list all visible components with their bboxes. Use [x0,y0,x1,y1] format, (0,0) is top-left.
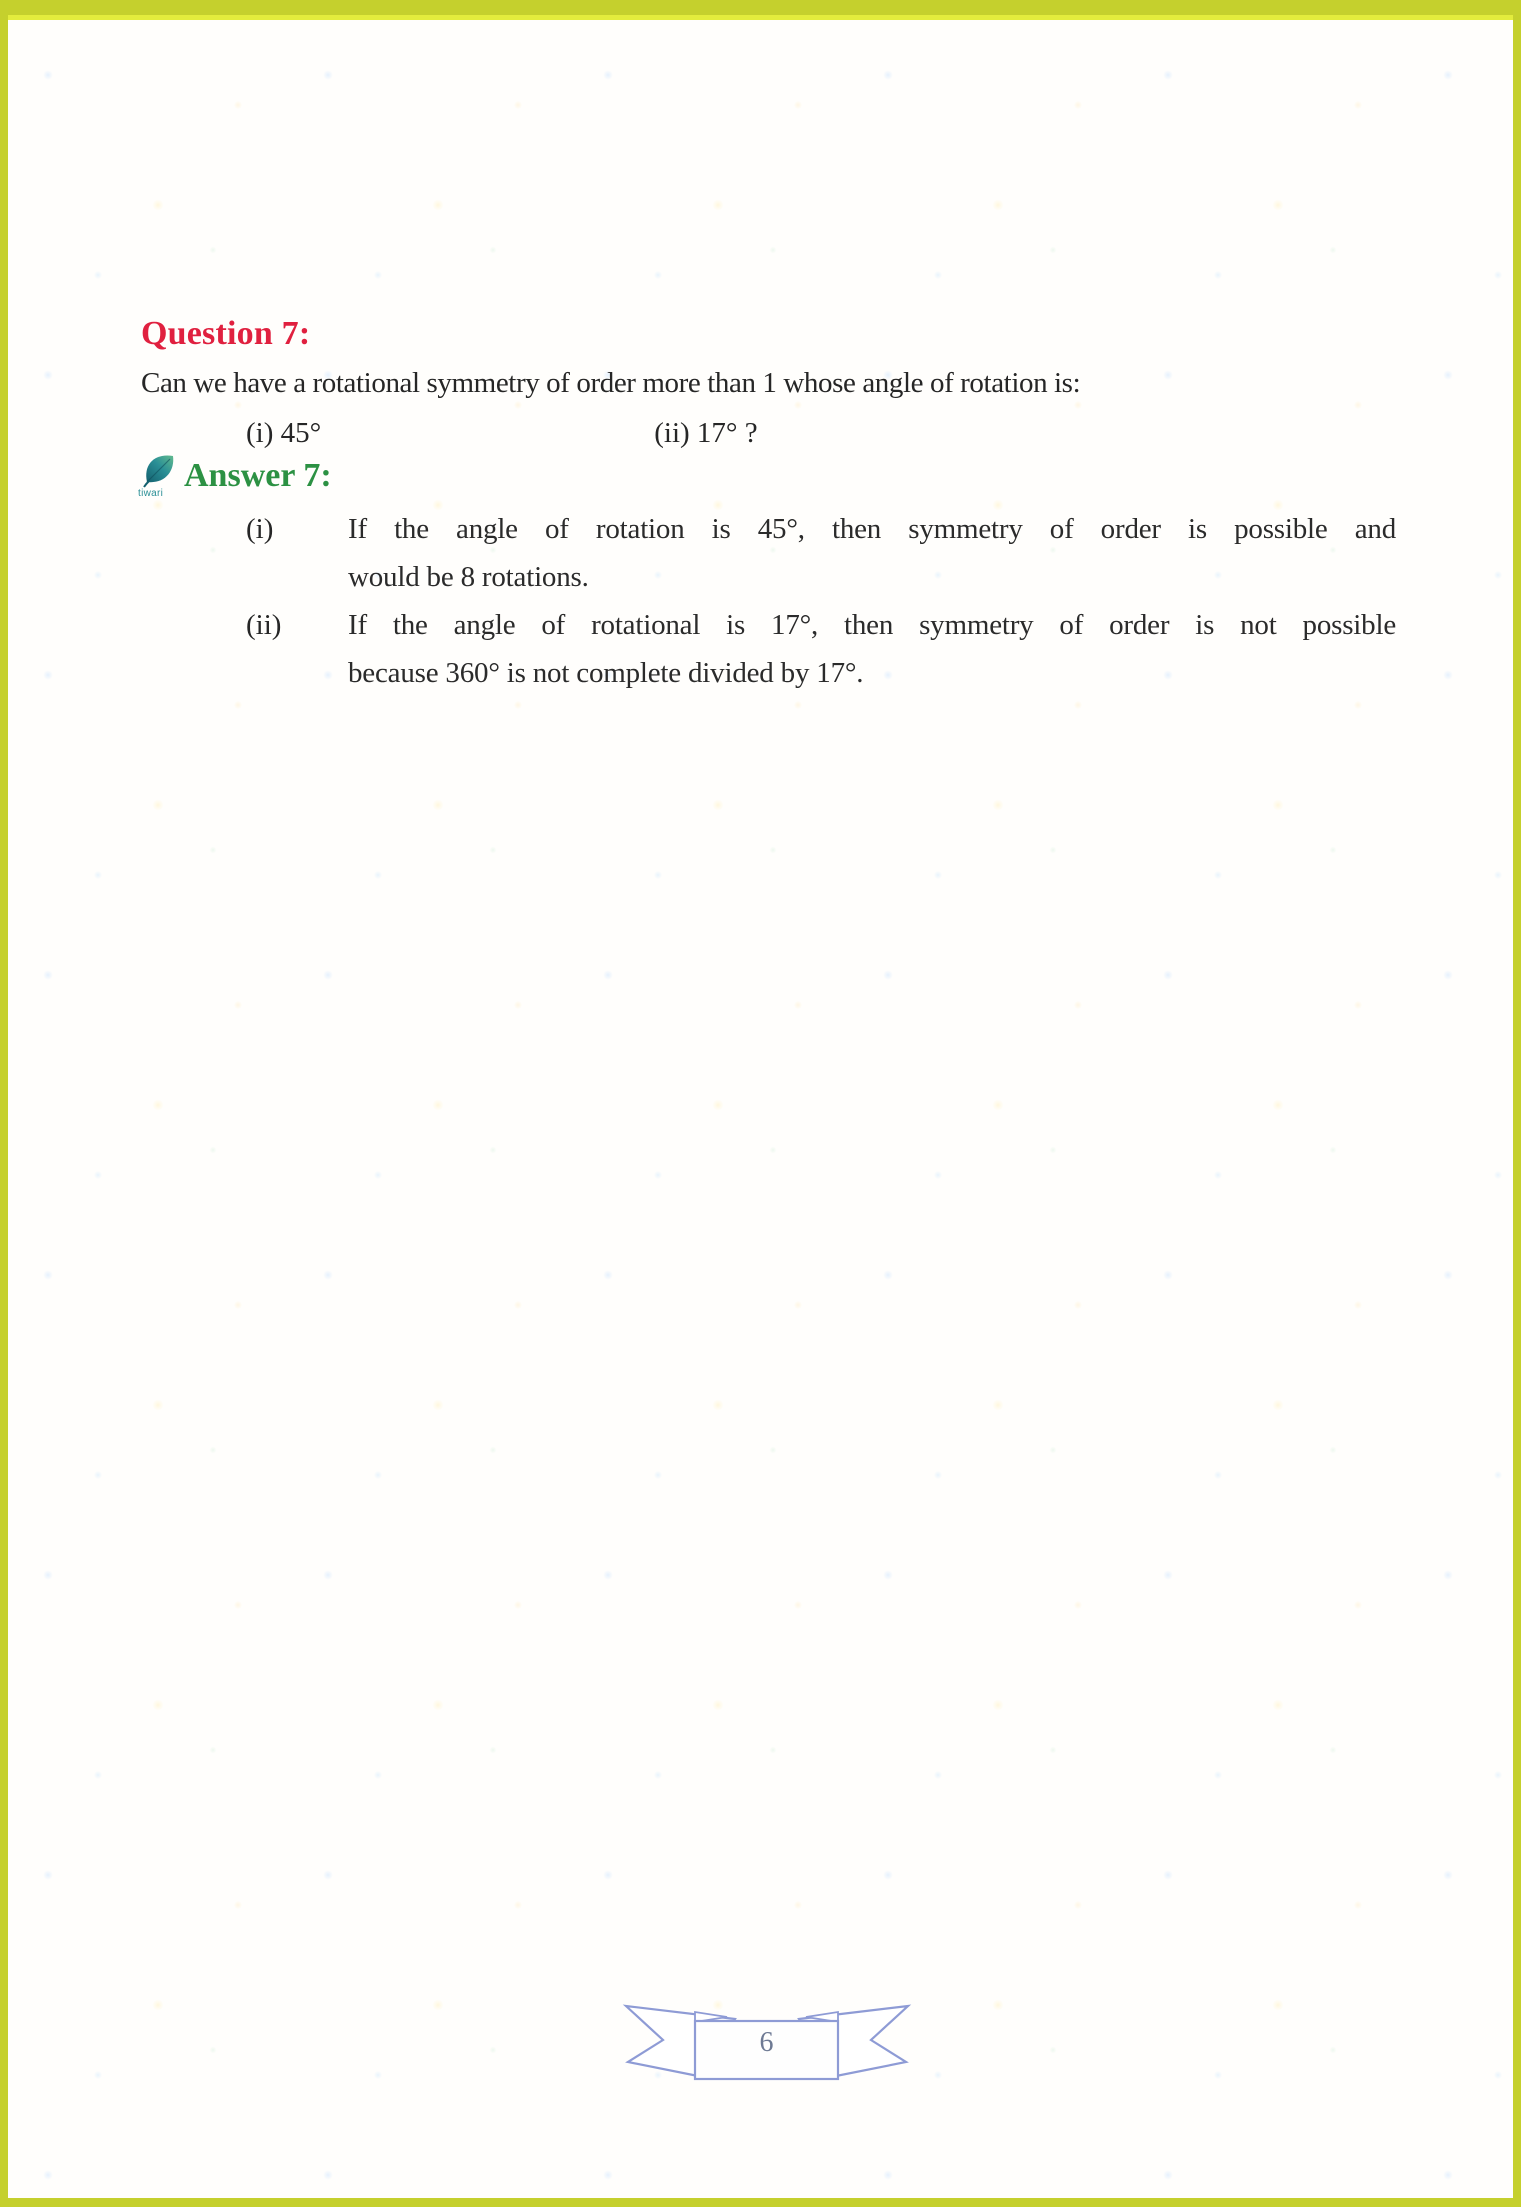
answer-text-line: If the angle of rotational is 17°, then symmetry of order is not possible [348,609,1396,641]
option-ii: (ii) 17° ? [654,417,758,449]
question-text: Can we have a rotational symmetry of order more than 1 whose angle of rotation is: [141,367,1081,399]
logo-text: tiwari [138,488,164,499]
page-content [8,15,1513,2198]
answer-heading-row [138,451,332,501]
answer-item-i [246,505,1396,601]
question-options [246,417,758,450]
answer-item-label: (i) [246,513,274,545]
answer-text-line: If the angle of rotation is 45°, then symmetry of order is possible and [348,513,1396,545]
answer-item-text [348,601,1396,697]
option-i: (i) 45° [246,417,322,449]
leaf-icon [140,451,180,491]
answer-item-ii [246,601,1396,697]
page-number-ribbon [621,2003,913,2087]
answer-heading: Answer 7: [184,457,332,494]
question-heading: Question 7: [141,315,311,352]
answer-text-line: because 360° is not complete divided by 17°. [348,657,864,689]
answer-item-label: (ii) [246,609,282,641]
answer-text-line: would be 8 rotations. [348,561,589,593]
page-number: 6 [759,2027,774,2058]
answer-list [246,505,1396,697]
answer-item-text [348,505,1396,601]
tiwari-academy-logo [138,451,182,501]
